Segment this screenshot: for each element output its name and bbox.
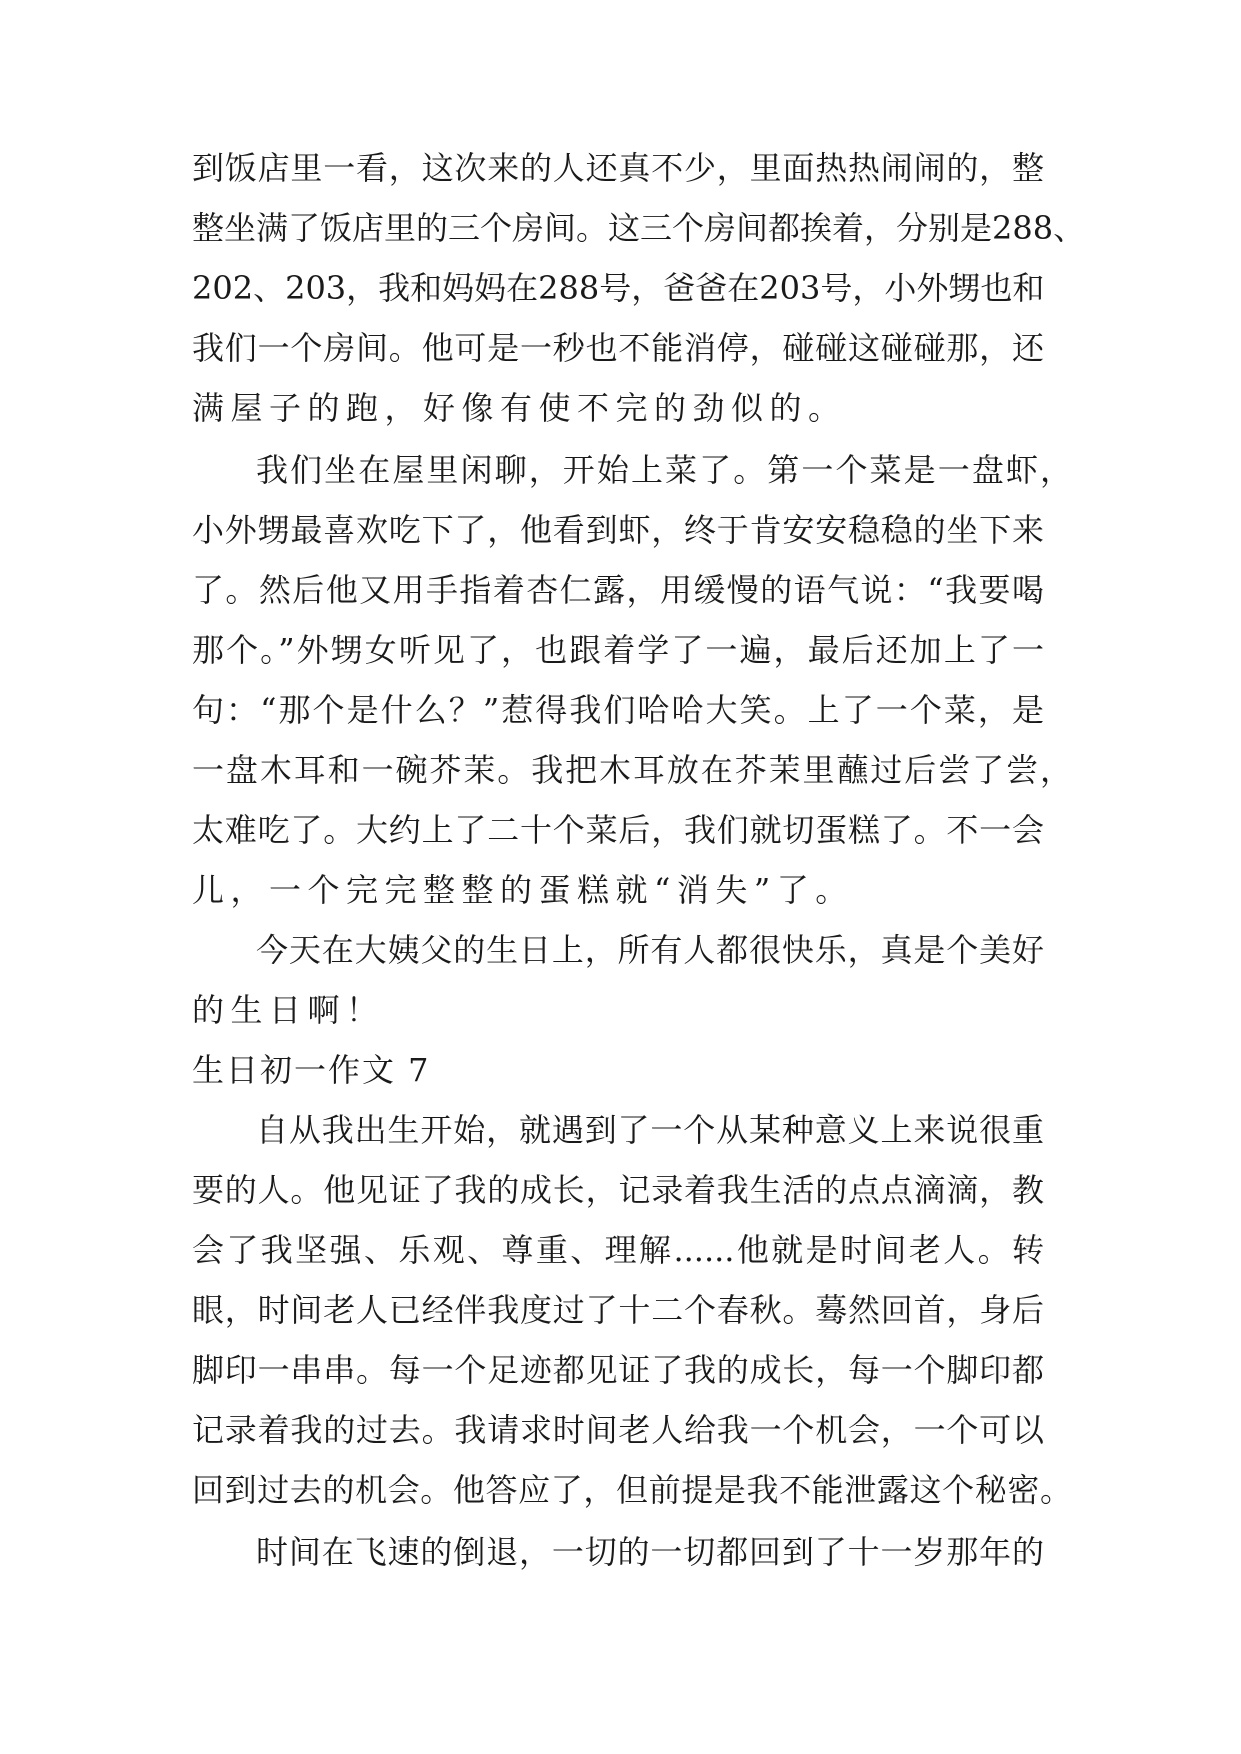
paragraph-first-line: 自从我出生开始，就遇到了一个从某种意义上来说很重 bbox=[256, 1111, 1044, 1149]
text-line: 那个。”外甥女听见了，也跟着学了一遍，最后还加上了一 bbox=[192, 631, 1044, 669]
text-line: 句：“那个是什么？”惹得我们哈哈大笑。上了一个菜，是 bbox=[192, 691, 1044, 729]
text-line: 回到过去的机会。他答应了，但前提是我不能泄露这个秘密。 bbox=[192, 1471, 1072, 1509]
paragraph-first-line: 时间在飞速的倒退，一切的一切都回到了十一岁那年的 bbox=[256, 1533, 1044, 1571]
text-line: 整坐满了饭店里的三个房间。这三个房间都挨着，分别是288、 bbox=[192, 209, 1086, 247]
text-line: 脚印一串串。每一个足迹都见证了我的成长，每一个脚印都 bbox=[192, 1351, 1044, 1389]
text-line: 202、203，我和妈妈在288号，爸爸在203号，小外甥也和 bbox=[192, 269, 1045, 307]
text-line: 儿，一个完完整整的蛋糕就“消失”了。 bbox=[192, 871, 854, 909]
text-line: 了。然后他又用手指着杏仁露，用缓慢的语气说：“我要喝 bbox=[192, 571, 1044, 609]
text-line: 眼，时间老人已经伴我度过了十二个春秋。蓦然回首，身后 bbox=[192, 1291, 1044, 1329]
text-line: 的生日啊！ bbox=[192, 991, 385, 1029]
text-line: 我们一个房间。他可是一秒也不能消停，碰碰这碰碰那，还 bbox=[192, 329, 1044, 367]
text-line: 记录着我的过去。我请求时间老人给我一个机会，一个可以 bbox=[192, 1411, 1044, 1449]
paragraph-first-line: 今天在大姨父的生日上，所有人都很快乐，真是个美好 bbox=[256, 931, 1044, 969]
text-line: 要的人。他见证了我的成长，记录着我生活的点点滴滴，教 bbox=[192, 1171, 1044, 1209]
text-line: 一盘木耳和一碗芥茉。我把木耳放在芥茉里蘸过后尝了尝， bbox=[192, 751, 1072, 789]
text-line: 会了我坚强、乐观、尊重、理解......他就是时间老人。转 bbox=[192, 1231, 1044, 1269]
paragraph-first-line: 我们坐在屋里闲聊，开始上菜了。第一个菜是一盘虾， bbox=[256, 451, 1072, 489]
text-line: 小外甥最喜欢吃下了，他看到虾，终于肯安安稳稳的坐下来 bbox=[192, 511, 1044, 549]
section-heading: 生日初一作文 7 bbox=[192, 1051, 431, 1089]
text-line: 到饭店里一看，这次来的人还真不少，里面热热闹闹的，整 bbox=[192, 149, 1044, 187]
text-line: 满屋子的跑，好像有使不完的劲似的。 bbox=[192, 389, 847, 427]
text-line: 太难吃了。大约上了二十个菜后，我们就切蛋糕了。不一会 bbox=[192, 811, 1044, 849]
